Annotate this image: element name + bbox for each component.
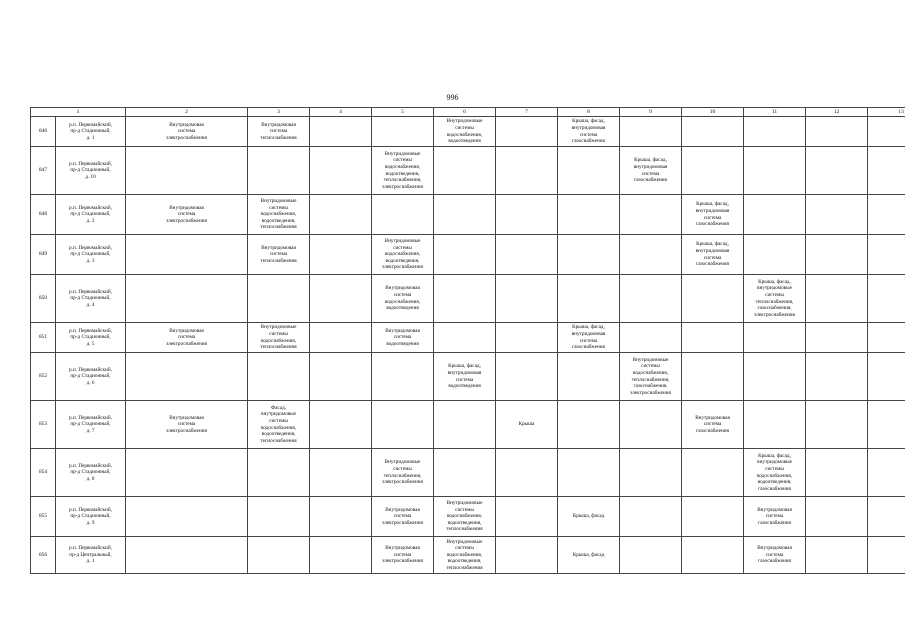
work-cell <box>248 275 310 323</box>
work-cell: Внутридомовая система газоснабжения <box>744 497 806 537</box>
table-row <box>31 537 905 574</box>
work-cell <box>496 195 558 235</box>
table-row <box>31 117 905 147</box>
header-cell: 11 <box>744 108 806 117</box>
work-cell <box>682 117 744 147</box>
work-cell <box>806 195 868 235</box>
header-cell: 7 <box>496 108 558 117</box>
work-cell <box>620 117 682 147</box>
work-cell <box>126 353 248 401</box>
work-cell <box>558 195 620 235</box>
work-cell: Внутридомовая система электроснабжения <box>126 195 248 235</box>
work-cell: Внутридомовая система электроснабжения <box>126 401 248 449</box>
work-cell <box>806 147 868 195</box>
address-cell: р.п. Первомайский, пр-д Стадионный, д. 9 <box>56 497 126 537</box>
header-cell: 6 <box>434 108 496 117</box>
work-cell: Крыша, фасад, внутридомовая система водоотведения <box>434 353 496 401</box>
work-cell <box>372 353 434 401</box>
work-cell: Внутридомовая система газоснабжения <box>682 401 744 449</box>
work-cell <box>868 235 905 275</box>
work-cell <box>682 275 744 323</box>
address-cell: р.п. Первомайский, пр-д Стадионный, д. 10 <box>56 147 126 195</box>
work-cell <box>372 195 434 235</box>
table-row <box>31 235 905 275</box>
work-cell <box>126 235 248 275</box>
address-cell: р.п. Первомайский, пр-д Центральный, д. 1 <box>56 537 126 574</box>
work-cell: Крыша, фасад, внутридомовые системы водоснабжения, водоотведения, газоснабжения <box>744 449 806 497</box>
work-cell <box>310 323 372 353</box>
work-cell: Внутридомовые системы водоснабжения, водоотведения, теплоснабжения <box>434 537 496 574</box>
table-row <box>31 195 905 235</box>
work-cell <box>868 497 905 537</box>
row-number: 847 <box>31 147 56 195</box>
work-cell <box>558 275 620 323</box>
work-cell <box>682 353 744 401</box>
page-number: 996 <box>446 93 459 102</box>
work-cell: Внутридомовые системы водоснабжения, водоотведения, теплоснабжения <box>434 497 496 537</box>
work-cell <box>682 449 744 497</box>
work-cell <box>126 537 248 574</box>
header-cell: 8 <box>558 108 620 117</box>
work-cell <box>682 323 744 353</box>
work-cell <box>620 449 682 497</box>
work-cell <box>310 537 372 574</box>
work-cell <box>620 537 682 574</box>
work-cell <box>744 117 806 147</box>
work-cell <box>434 323 496 353</box>
work-cell <box>310 147 372 195</box>
table-row <box>31 275 905 323</box>
work-cell <box>620 275 682 323</box>
row-number: 848 <box>31 195 56 235</box>
work-cell <box>372 401 434 449</box>
work-cell <box>126 147 248 195</box>
header-cell: 5 <box>372 108 434 117</box>
work-cell <box>620 235 682 275</box>
work-cell <box>248 449 310 497</box>
work-cell <box>868 147 905 195</box>
work-cell <box>126 449 248 497</box>
work-cell: Крыша, фасад, внутридомовая система газоснабжения <box>620 147 682 195</box>
work-cell <box>806 449 868 497</box>
work-cell <box>744 401 806 449</box>
address-cell: р.п. Первомайский, пр-д Стадионный, д. 4 <box>56 275 126 323</box>
table-row <box>31 401 905 449</box>
work-cell <box>868 537 905 574</box>
work-cell <box>496 275 558 323</box>
work-cell <box>806 537 868 574</box>
work-cell: Крыша, фасад <box>558 497 620 537</box>
work-cell <box>806 235 868 275</box>
work-cell: Внутридомовая система водоснабжения, водоотведения <box>372 275 434 323</box>
table-row <box>31 147 905 195</box>
work-cell <box>868 117 905 147</box>
row-number: 853 <box>31 401 56 449</box>
work-cell: Крыша <box>496 401 558 449</box>
row-number: 849 <box>31 235 56 275</box>
header-cell: 3 <box>248 108 310 117</box>
work-cell <box>744 147 806 195</box>
table-row <box>31 323 905 353</box>
work-cell <box>682 497 744 537</box>
row-number: 846 <box>31 117 56 147</box>
work-cell: Внутридомовые системы водоснабжения, водоотведения <box>434 117 496 147</box>
work-cell <box>310 275 372 323</box>
work-cell: Внутридомовые системы водоснабжения, водоотведения, электроснабжения <box>372 235 434 275</box>
work-cell: Крыша, фасад <box>558 537 620 574</box>
work-cell: Внутридомовые системы водоснабжения, водоотведения, теплоснабжения <box>248 195 310 235</box>
work-cell <box>310 195 372 235</box>
work-cell <box>558 401 620 449</box>
header-cell: 4 <box>310 108 372 117</box>
work-cell: Внутридомовая система газоснабжения <box>744 537 806 574</box>
work-cell <box>620 323 682 353</box>
work-cell <box>806 353 868 401</box>
work-cell <box>434 275 496 323</box>
work-cell <box>868 449 905 497</box>
work-cell <box>558 147 620 195</box>
address-cell: р.п. Первомайский, пр-д Стадионный, д. 8 <box>56 449 126 497</box>
work-cell: Внутридомовые системы теплоснабжения, электроснабжения <box>372 449 434 497</box>
work-cell: Крыша, фасад, внутридомовые системы теплоснабжения, газоснабжения, электроснабжения <box>744 275 806 323</box>
address-cell: р.п. Первомайский, пр-д Стадионный, д. 2 <box>56 195 126 235</box>
header-cell: 2 <box>126 108 248 117</box>
work-cell: Внутридомовая система электроснабжения <box>372 497 434 537</box>
work-cell <box>806 323 868 353</box>
work-cell <box>744 353 806 401</box>
work-cell <box>434 401 496 449</box>
work-cell <box>868 323 905 353</box>
work-cell: Крыша, фасад, внутридомовая система газоснабжения <box>682 195 744 235</box>
work-cell <box>744 195 806 235</box>
work-cell: Внутридомовая система электроснабжения <box>126 117 248 147</box>
header-cell: 12 <box>806 108 868 117</box>
address-cell: р.п. Первомайский, пр-д Стадионный, д. 3 <box>56 235 126 275</box>
work-cell: Внутридомовая система теплоснабжения <box>248 117 310 147</box>
work-cell <box>126 497 248 537</box>
work-cell <box>496 147 558 195</box>
work-cell <box>496 235 558 275</box>
work-cell: Внутридомовые системы водоснабжения, водоотведения, теплоснабжения, электроснабжения <box>372 147 434 195</box>
address-cell: р.п. Первомайский, пр-д Стадионный, д. 5 <box>56 323 126 353</box>
row-number: 851 <box>31 323 56 353</box>
work-cell <box>248 497 310 537</box>
address-cell: р.п. Первомайский, пр-д Стадионный, д. 7 <box>56 401 126 449</box>
header-cell: 9 <box>620 108 682 117</box>
header-row <box>31 108 905 117</box>
work-cell: Внутридомовые системы водоснабжения, теплоснабжения <box>248 323 310 353</box>
work-cell <box>310 401 372 449</box>
work-cell <box>496 117 558 147</box>
work-cell <box>496 497 558 537</box>
work-cell <box>806 497 868 537</box>
work-cell <box>620 497 682 537</box>
row-number: 852 <box>31 353 56 401</box>
table-row <box>31 353 905 401</box>
work-cell <box>868 195 905 235</box>
work-cell <box>310 497 372 537</box>
work-cell <box>496 449 558 497</box>
work-cell <box>558 449 620 497</box>
work-cell <box>248 353 310 401</box>
header-cell: 13 <box>868 108 905 117</box>
work-cell <box>434 147 496 195</box>
work-cell <box>126 275 248 323</box>
work-cell: Внутридомовая система теплоснабжения <box>248 235 310 275</box>
address-cell: р.п. Первомайский, пр-д Стадионный, д. 1 <box>56 117 126 147</box>
work-cell <box>310 117 372 147</box>
work-cell <box>868 275 905 323</box>
work-cell: Крыша, фасад, внутридомовая система газоснабжения <box>558 323 620 353</box>
work-cell <box>868 401 905 449</box>
work-cell <box>806 401 868 449</box>
work-cell <box>682 537 744 574</box>
work-cell <box>310 353 372 401</box>
work-cell: Внутридомовая система водоотведения <box>372 323 434 353</box>
schedule-table <box>30 107 905 574</box>
work-cell <box>744 235 806 275</box>
work-cell: Внутридомовая система электроснабжения <box>126 323 248 353</box>
row-number: 854 <box>31 449 56 497</box>
work-cell <box>434 235 496 275</box>
work-cell <box>310 449 372 497</box>
address-cell: р.п. Первомайский, пр-д Стадионный, д. 6 <box>56 353 126 401</box>
work-cell <box>434 195 496 235</box>
work-cell <box>682 147 744 195</box>
work-cell <box>620 401 682 449</box>
table-row <box>31 497 905 537</box>
work-cell <box>496 537 558 574</box>
work-cell <box>806 117 868 147</box>
work-cell: Фасад, внутридомовые системы водоснабжения, водоотведения, теплоснабжения <box>248 401 310 449</box>
work-cell <box>248 537 310 574</box>
row-number: 850 <box>31 275 56 323</box>
header-cell: 1 <box>31 108 126 117</box>
work-cell: Внутридомовая система электроснабжения <box>372 537 434 574</box>
work-cell: Внутридомовые системы водоснабжения, теплоснабжения, газоснабжения, электроснабжения <box>620 353 682 401</box>
table-row <box>31 449 905 497</box>
work-cell <box>558 353 620 401</box>
work-cell <box>248 147 310 195</box>
work-cell <box>310 235 372 275</box>
work-cell <box>620 195 682 235</box>
work-cell <box>806 275 868 323</box>
work-cell: Крыша, фасад, внутридомовая система газоснабжения <box>682 235 744 275</box>
work-cell <box>496 353 558 401</box>
row-number: 855 <box>31 497 56 537</box>
work-cell <box>558 235 620 275</box>
work-cell <box>372 117 434 147</box>
work-cell <box>434 449 496 497</box>
row-number: 856 <box>31 537 56 574</box>
work-cell <box>744 323 806 353</box>
work-cell: Крыша, фасад, внутридомовая система газоснабжения <box>558 117 620 147</box>
header-cell: 10 <box>682 108 744 117</box>
work-cell <box>496 323 558 353</box>
work-cell <box>868 353 905 401</box>
